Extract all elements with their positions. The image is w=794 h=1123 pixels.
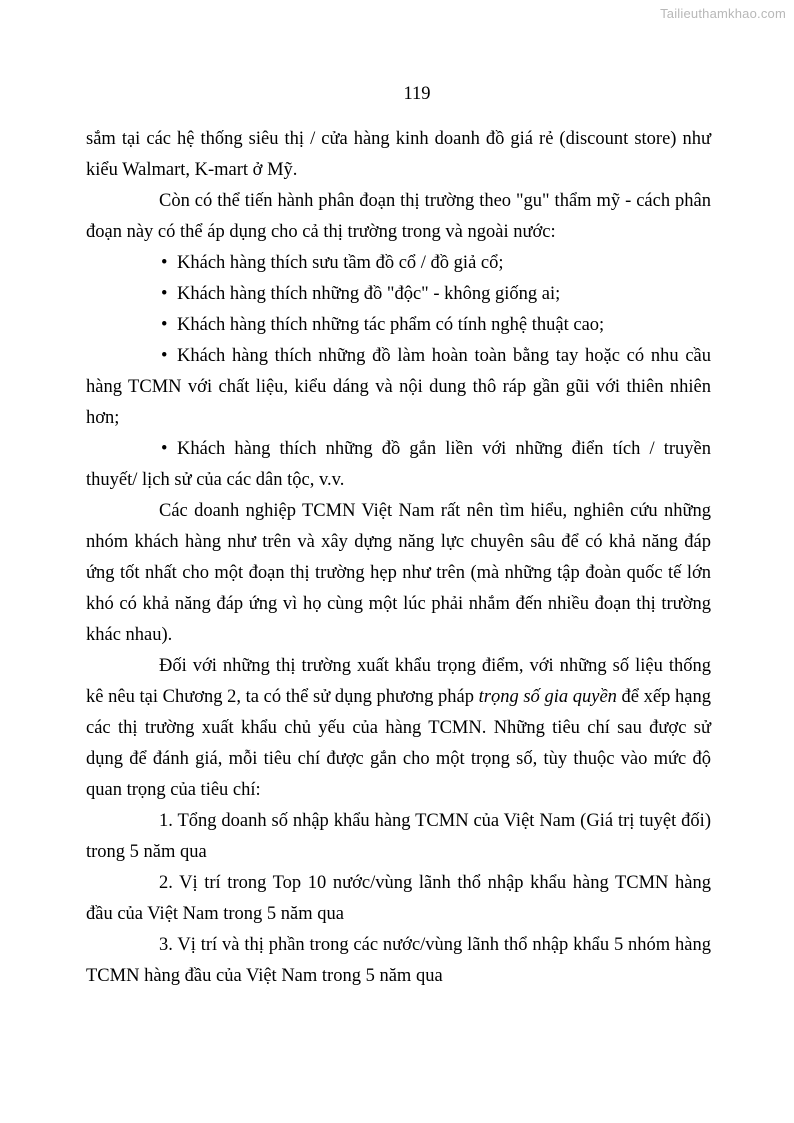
bullet-item: • Khách hàng thích những đồ làm hoàn toàn bằng tay hoặc có nhu cầu hàng TCMN với chất liệu, kiểu dáng và nội dung thô ráp gần gũi với thiên nhiên hơn;: [86, 341, 711, 434]
bullet-item: • Khách hàng thích những tác phẩm có tính nghệ thuật cao;: [86, 310, 711, 341]
criterion-item: 1. Tổng doanh số nhập khẩu hàng TCMN của Việt Nam (Giá trị tuyệt đối) trong 5 năm qua: [86, 811, 711, 862]
bullet-icon: •: [161, 253, 168, 273]
bullet-item: • Khách hàng thích sưu tầm đồ cổ / đồ giả cổ;: [86, 248, 711, 279]
emphasis-term: trọng số gia quyền: [478, 687, 617, 707]
bullet-icon: •: [161, 346, 168, 366]
paragraph-recommendation: Các doanh nghiệp TCMN Việt Nam rất nên tìm hiểu, nghiên cứu những nhóm khách hàng như trên và xây dựng năng lực chuyên sâu để có khả năng đáp ứng tốt nhất cho một đoạn thị trường hẹp như trên (mà những tập đoàn quốc tế lớn khó có khả năng đáp ứng vì họ cùng một lúc phải nhắm đến nhiều đoạn thị trường khác nhau).: [86, 501, 711, 645]
page-body: [86, 124, 711, 992]
bullet-icon: •: [161, 439, 168, 459]
page-number: 119: [403, 84, 431, 104]
criterion-item: 3. Vị trí và thị phần trong các nước/vùng lãnh thổ nhập khẩu 5 nhóm hàng TCMN hàng đầu của Việt Nam trong 5 năm qua: [86, 935, 711, 986]
bullet-icon: •: [161, 284, 168, 304]
paragraph-segmentation-intro: Còn có thể tiến hành phân đoạn thị trường theo "gu" thẩm mỹ - cách phân đoạn này có thể áp dụng cho cả thị trường trong và ngoài nước:: [86, 191, 711, 242]
bullet-icon: •: [161, 315, 168, 335]
bullet-item: • Khách hàng thích những đồ "độc" - không giống ai;: [86, 279, 711, 310]
paragraph-weighting-method: Đối với những thị trường xuất khẩu trọng điểm, với những số liệu thống kê nêu tại Chương 2, ta có thể sử dụng phương pháp trọng số gia quyền để xếp hạng các thị trường xuất khẩu chủ yếu của hàng TCMN. Những tiêu chí sau được sử dụng để đánh giá, mỗi tiêu chí được gắn cho một trọng số, tùy thuộc vào mức độ quan trọng của tiêu chí:: [86, 656, 711, 800]
paragraph-continuation: sắm tại các hệ thống siêu thị / cửa hàng kinh doanh đồ giá rẻ (discount store) như kiểu Walmart, K-mart ở Mỹ.: [86, 129, 711, 180]
criterion-item: 2. Vị trí trong Top 10 nước/vùng lãnh thổ nhập khẩu hàng TCMN hàng đầu của Việt Nam trong 5 năm qua: [86, 873, 711, 924]
bullet-item: • Khách hàng thích những đồ gắn liền với những điển tích / truyền thuyết/ lịch sử của các dân tộc, v.v.: [86, 434, 711, 496]
watermark: Tailieuthamkhao.com: [660, 6, 786, 21]
